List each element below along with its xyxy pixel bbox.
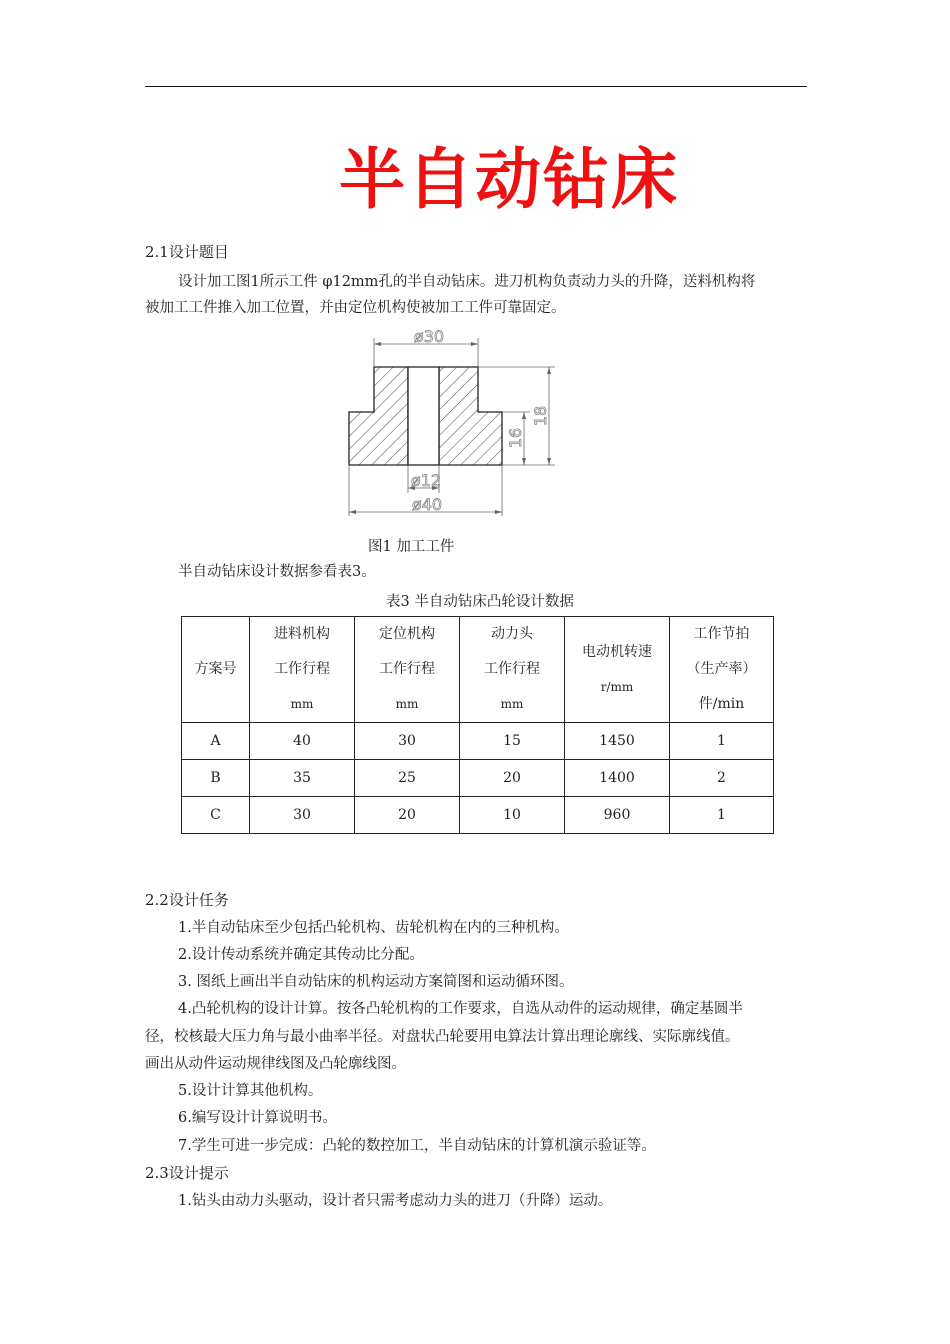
cell: 40	[250, 723, 355, 760]
s22-item-6: 6.编写设计计算说明书。	[178, 1110, 337, 1126]
dim-hole-label: ø12	[410, 471, 442, 490]
s21-paragraph-line-2: 被加工工件推入加工位置，并由定位机构使被加工工件可靠固定。	[145, 300, 566, 316]
dim-18-label: 18	[531, 405, 550, 427]
figure-caption: 图1 加工工件	[368, 539, 455, 555]
table-row	[182, 760, 774, 797]
cell: 2	[670, 760, 774, 797]
dim-top-label: ø30	[413, 327, 445, 346]
th-power-head: 动力头 工作行程 mm	[460, 617, 565, 723]
s22-item-3: 3. 图纸上画出半自动钻床的机构运动方案简图和运动循环图。	[178, 974, 574, 990]
s22-item-4-line-1: 4.凸轮机构的设计计算。按各凸轮机构的工作要求，自选从动件的运动规律，确定基圆半	[178, 1001, 743, 1017]
cell: 10	[460, 797, 565, 834]
dim-16-label: 16	[506, 427, 525, 449]
table-row	[182, 723, 774, 760]
right-section-hatch	[439, 367, 502, 465]
s22-item-5: 5.设计计算其他机构。	[178, 1083, 323, 1099]
workpiece-drawing	[340, 318, 570, 528]
table-row	[182, 797, 774, 834]
section-2-2-heading: 2.2设计任务	[145, 891, 229, 909]
header-rule	[145, 86, 807, 87]
cell: 30	[250, 797, 355, 834]
s22-item-4-line-3: 画出从动件运动规律线图及凸轮廓线图。	[145, 1056, 406, 1072]
table-reference-line: 半自动钻床设计数据参看表3。	[178, 564, 376, 580]
section-2-1-heading: 2.1设计题目	[145, 243, 229, 261]
cell: 1450	[565, 723, 670, 760]
cell: 25	[355, 760, 460, 797]
cell: 35	[250, 760, 355, 797]
cell: 1	[670, 723, 774, 760]
document-title: 半自动钻床	[339, 141, 679, 218]
table-header-row	[182, 617, 774, 723]
th-feed: 进料机构 工作行程 mm	[250, 617, 355, 723]
dim-bottom-label: ø40	[411, 495, 443, 514]
cell: C	[182, 797, 250, 834]
cam-design-data-table	[181, 616, 774, 834]
cell: 20	[355, 797, 460, 834]
table-caption: 表3 半自动钻床凸轮设计数据	[386, 594, 574, 610]
section-2-3-heading: 2.3设计提示	[145, 1164, 229, 1182]
cell: 1	[670, 797, 774, 834]
cell: 1400	[565, 760, 670, 797]
s22-item-1: 1.半自动钻床至少包括凸轮机构、齿轮机构在内的三种机构。	[178, 920, 569, 936]
cell: 20	[460, 760, 565, 797]
th-positioning: 定位机构 工作行程 mm	[355, 617, 460, 723]
th-motor-speed: 电动机转速 r/mm	[565, 617, 670, 723]
hole-outline	[408, 367, 439, 465]
cell: B	[182, 760, 250, 797]
left-section-hatch	[349, 367, 408, 465]
cell: 960	[565, 797, 670, 834]
s23-item-1: 1.钻头由动力头驱动，设计者只需考虑动力头的进刀（升降）运动。	[178, 1193, 613, 1209]
s22-item-7: 7.学生可进一步完成：凸轮的数控加工，半自动钻床的计算机演示验证等。	[178, 1138, 656, 1154]
s21-paragraph-line-1: 设计加工图1所示工件 φ12mm孔的半自动钻床。进刀机构负责动力头的升降，送料机构将	[178, 274, 756, 290]
cell: 30	[355, 723, 460, 760]
th-cycle: 工作节拍 （生产率） 件/min	[670, 617, 774, 723]
cell: 15	[460, 723, 565, 760]
cell: A	[182, 723, 250, 760]
s22-item-4-line-2: 径，校核最大压力角与最小曲率半径。对盘状凸轮要用电算法计算出理论廓线、实际廓线值。	[145, 1029, 740, 1045]
th-scheme: 方案号	[182, 617, 250, 723]
s22-item-2: 2.设计传动系统并确定其传动比分配。	[178, 947, 424, 963]
